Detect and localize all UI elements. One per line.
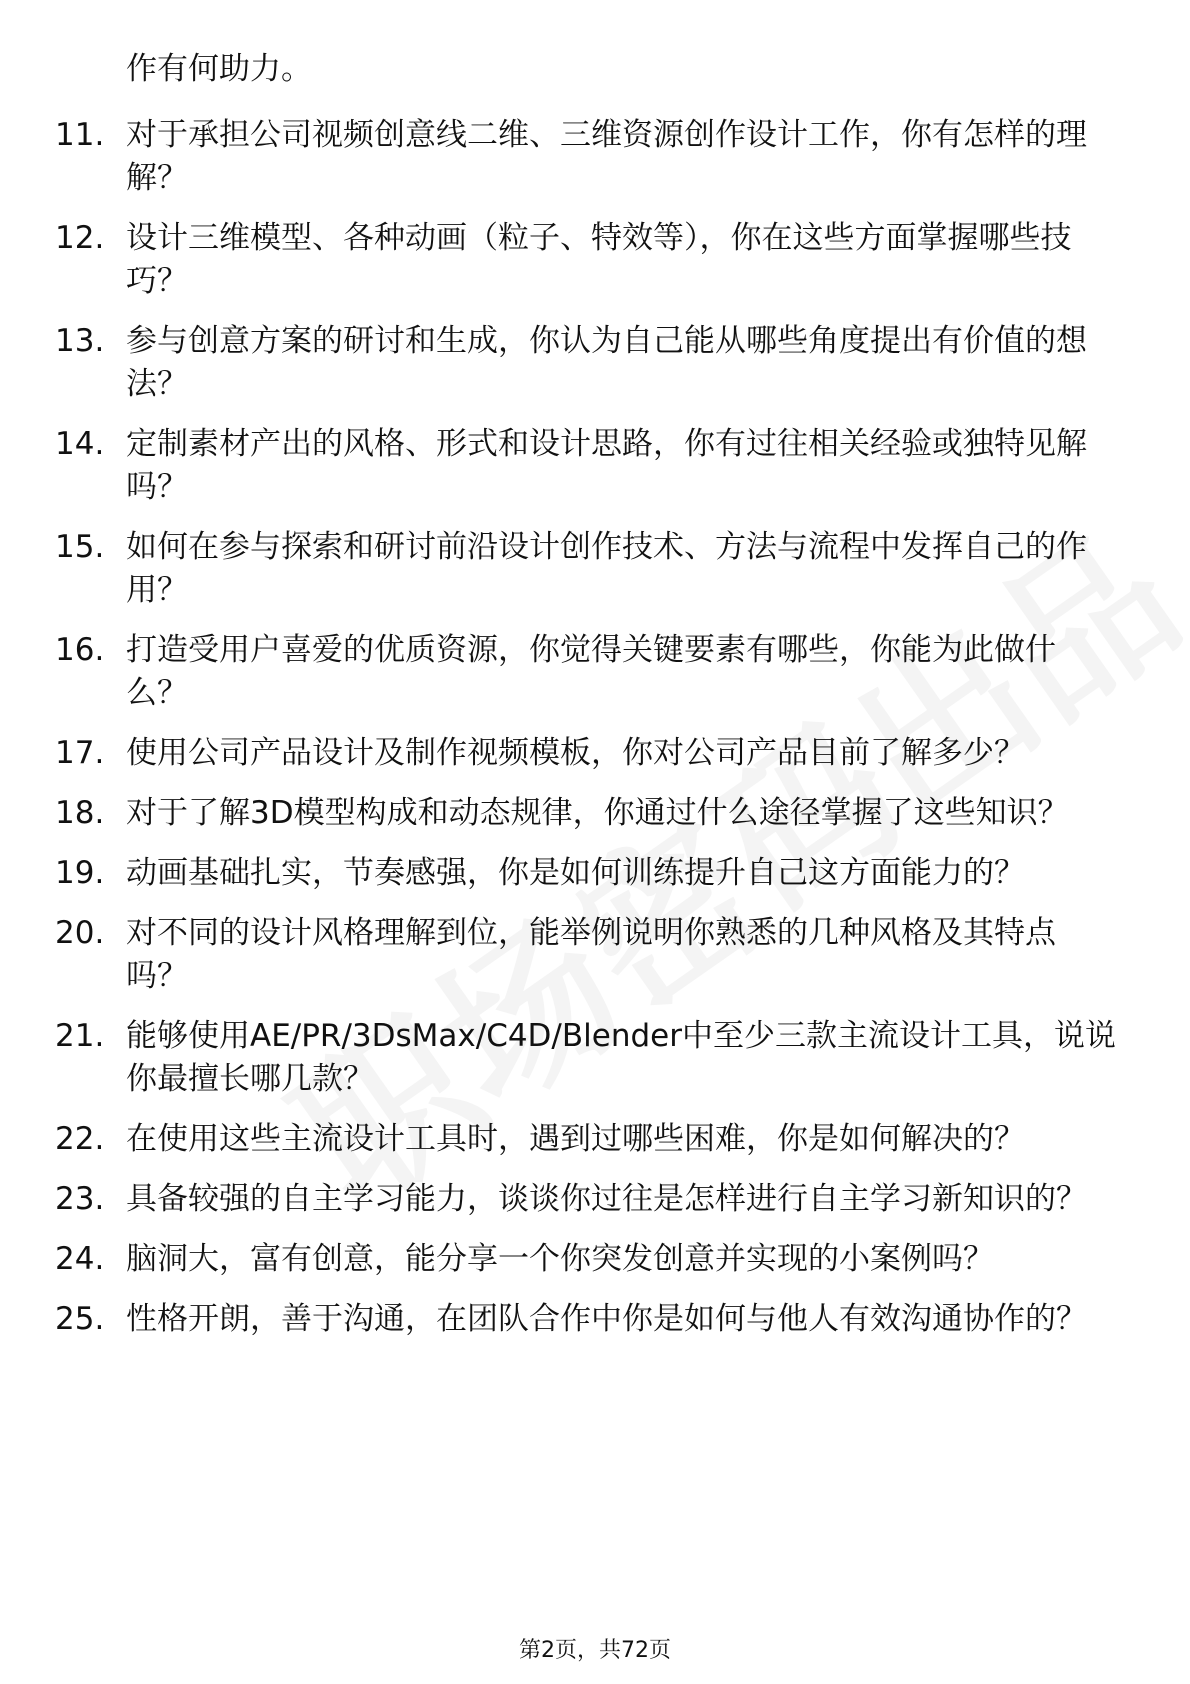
question-item	[55, 629, 1125, 715]
question-text: 脑洞大，富有创意，能分享一个你突发创意并实现的小案例吗？	[126, 1241, 994, 1277]
question-number: 25.	[55, 1301, 105, 1337]
question-number: 18.	[55, 795, 105, 831]
question-text: 在使用这些主流设计工具时，遇到过哪些困难，你是如何解决的？	[126, 1121, 1025, 1157]
question-text: 能够使用AE/PR/3DsMax/C4D/Blender中至少三款主流设计工具，说说你最擅长哪几款？	[126, 1018, 1116, 1097]
question-text: 对于了解3D模型构成和动态规律，你通过什么途径掌握了这些知识？	[126, 795, 1069, 831]
question-item	[55, 912, 1125, 998]
question-item	[55, 732, 1125, 775]
question-number: 24.	[55, 1241, 105, 1277]
question-text: 打造受用户喜爱的优质资源，你觉得关键要素有哪些，你能为此做什么？	[126, 632, 1056, 711]
question-number: 14.	[55, 426, 105, 462]
page-footer: 第2页，共72页	[519, 1638, 671, 1663]
question-number: 22.	[55, 1121, 105, 1157]
question-number: 15.	[55, 529, 105, 565]
question-item	[55, 1015, 1125, 1101]
question-text: 定制素材产出的风格、形式和设计思路，你有过往相关经验或独特见解吗？	[126, 426, 1087, 505]
question-item	[55, 423, 1125, 509]
question-text: 如何在参与探索和研讨前沿设计创作技术、方法与流程中发挥自己的作用？	[126, 529, 1087, 608]
question-item	[55, 1118, 1125, 1161]
question-item	[55, 217, 1125, 303]
question-text: 性格开朗，善于沟通，在团队合作中你是如何与他人有效沟通协作的？	[126, 1301, 1087, 1337]
question-text: 使用公司产品设计及制作视频模板，你对公司产品目前了解多少？	[126, 735, 1025, 771]
question-number: 19.	[55, 855, 105, 891]
question-text: 设计三维模型、各种动画（粒子、特效等），你在这些方面掌握哪些技巧？	[126, 220, 1072, 299]
question-number: 11.	[55, 117, 105, 153]
question-item	[55, 526, 1125, 612]
question-number: 13.	[55, 323, 105, 359]
question-text: 对不同的设计风格理解到位，能举例说明你熟悉的几种风格及其特点吗？	[126, 915, 1056, 994]
question-item	[55, 1238, 1125, 1281]
question-item	[55, 792, 1125, 835]
question-text: 具备较强的自主学习能力，谈谈你过往是怎样进行自主学习新知识的？	[126, 1181, 1087, 1217]
continued-question-text: 作有何助力。	[126, 51, 312, 87]
question-text: 参与创意方案的研讨和生成，你认为自己能从哪些角度提出有价值的想法？	[126, 323, 1087, 402]
question-number: 12.	[55, 220, 105, 256]
question-item	[55, 114, 1125, 200]
question-item	[55, 1178, 1125, 1221]
question-item	[55, 1298, 1125, 1341]
question-text: 动画基础扎实，节奏感强，你是如何训练提升自己这方面能力的？	[126, 855, 1025, 891]
question-number: 23.	[55, 1181, 105, 1217]
question-list	[55, 114, 1125, 1358]
question-number: 20.	[55, 915, 105, 951]
question-number: 17.	[55, 735, 105, 771]
question-number: 21.	[55, 1018, 105, 1054]
question-item	[55, 320, 1125, 406]
question-item	[55, 852, 1125, 895]
question-number: 16.	[55, 632, 105, 668]
question-text: 对于承担公司视频创意线二维、三维资源创作设计工作，你有怎样的理解？	[126, 117, 1087, 196]
